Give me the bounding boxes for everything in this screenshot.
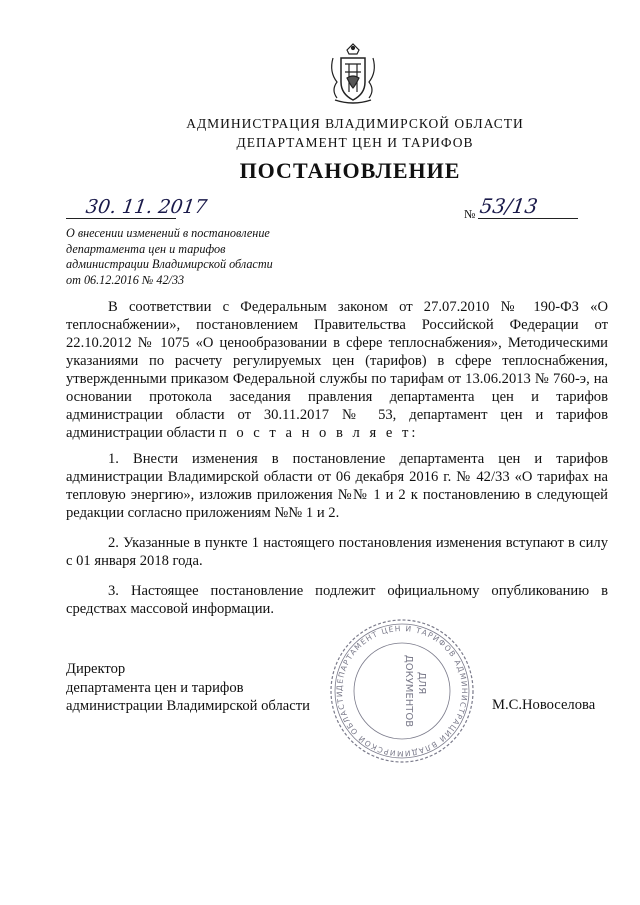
item-3-paragraph: 3. Настоящее постановление подлежит официальному опубликованию в средствах массовой информации. (66, 583, 608, 617)
signer-department: департамента цен и тарифов (66, 679, 244, 696)
number-label: № (464, 207, 476, 221)
svg-text:ДЛЯ: ДЛЯ (416, 671, 427, 695)
number-underline (478, 218, 578, 219)
subject-line: от 06.12.2016 № 42/33 (66, 272, 185, 287)
document-subject (66, 226, 306, 288)
date-underline (66, 218, 176, 219)
preamble-paragraph (66, 298, 608, 442)
svg-text:ДОКУМЕНТОВ: ДОКУМЕНТОВ (403, 654, 414, 728)
item-2-paragraph: 2. Указанные в пункте 1 настоящего постановления изменения вступают в силу с 01 января 2018 года. (66, 535, 608, 569)
subject-line: администрации Владимирской области (66, 257, 273, 271)
item-1-paragraph: 1. Внести изменения в постановление департамента цен и тарифов администрации Владимирской области от 06 декабря 2016 г. № 42/33 «О тарифах на тепловую энергию», изложив приложения №№ 1 и 2 к постановлению в следующей редакции согласно приложениям №№ 1 и 2. (66, 451, 608, 521)
handwritten-date: 30. 11. 2017 (84, 196, 209, 218)
coat-of-arms-emblem (327, 42, 379, 106)
signature-block (66, 660, 310, 716)
subject-line: О внесении изменений в постановление (66, 226, 270, 240)
resolves-word: п о с т а н о в л я е т: (218, 425, 419, 441)
subject-line: департамента цен и тарифов (66, 241, 226, 256)
signer-administration: администрации Владимирской области (66, 698, 310, 714)
svg-text:ДЕПАРТАМЕНТ ЦЕН И ТАРИФОВ АДМИ: ДЕПАРТАМЕНТ ЦЕН И ТАРИФОВ АДМИНИСТРАЦИИ ВЛАДИМИРСКОЙ ОБЛАСТИ (334, 623, 470, 759)
document-type-title: ПОСТАНОВЛЕНИЕ (239, 158, 461, 183)
document-body (66, 298, 608, 630)
department-name: ДЕПАРТАМЕНТ ЦЕН И ТАРИФОВ (236, 135, 474, 150)
signer-position: Директор (66, 661, 126, 677)
preamble-text: В соответствии с Федеральным законом от 27.07.2010 № 190-ФЗ «О теплоснабжении», постановлением Правительства Российской Федерации от 22.10.2012 № 1075 «О ценообразовании в сфере теплоснабжения», Методическими указаниями по расчету регулируемых цен (тарифов) в сфере теплоснабжения, утвержденными приказом Федеральной службы по тарифам от 13.06.2013 № 760-э, на основании протокола заседания правления департамента цен и тарифов администрации области от 30.11.2017 № 53, департамент цен и тарифов администрации области (66, 299, 608, 441)
signer-name: М.С.Новоселова (492, 697, 596, 713)
handwritten-number: 53/13 (478, 194, 540, 218)
official-seal-stamp (327, 616, 477, 766)
organization-name: АДМИНИСТРАЦИЯ ВЛАДИМИРСКОЙ ОБЛАСТИ (186, 116, 524, 131)
